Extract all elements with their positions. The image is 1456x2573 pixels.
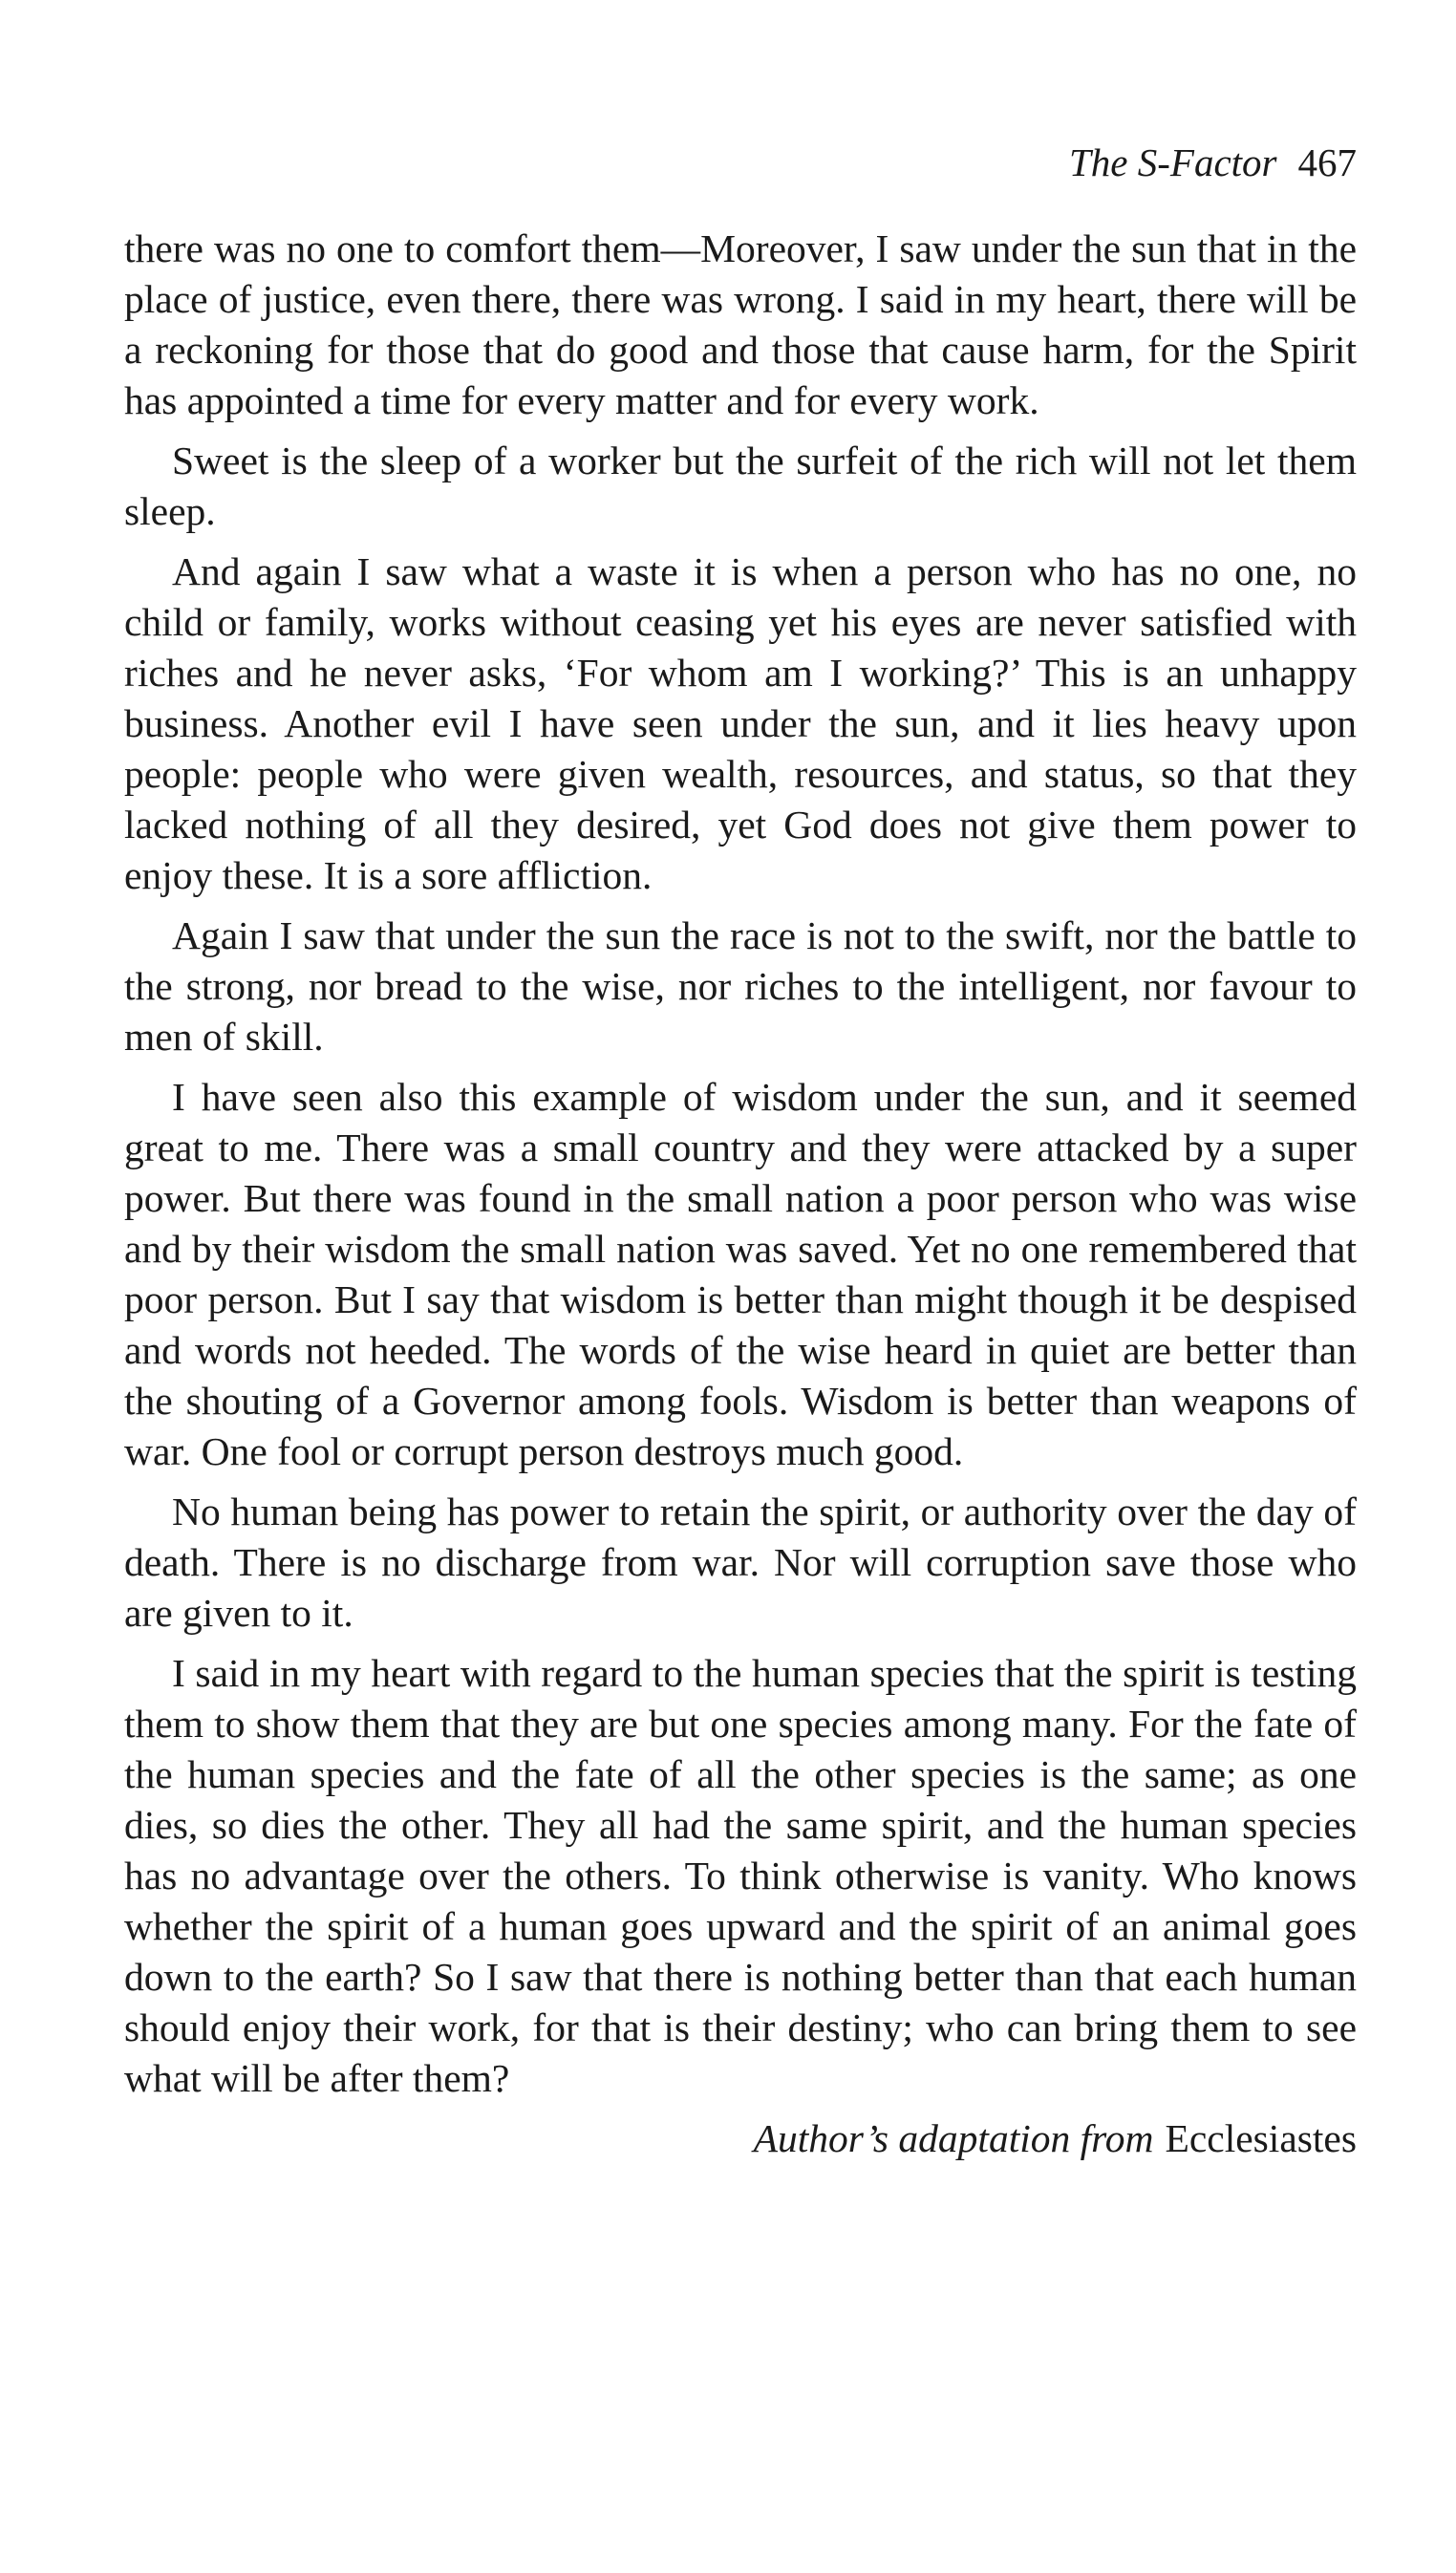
running-head xyxy=(124,134,1357,191)
paragraph: there was no one to comfort them—Moreover, I saw under the sun that in the place of justice, even there, there was wrong. I said in my heart, there will be a reckoning for those that do good and those that cause harm, for the Spirit has appointed a time for every matter and for every work. xyxy=(124,226,1357,422)
paragraph: I have seen also this example of wisdom under the sun, and it seemed great to me. There was a small country and they were attacked by a super power. But there was found in the small nation a poor person who was wise and by their wisdom the small nation was saved. Yet no one remembered that poor person. But I say that wisdom is better than might though it be despised and words not heeded. The words of the wise heard in quiet are better than the shouting of a Governor among fools. Wisdom is better than weapons of war. One fool or corrupt person destroys much good. xyxy=(124,1075,1357,1473)
paragraph: Again I saw that under the sun the race is not to the swift, nor the battle to the strong, nor bread to the wise, nor riches to the intelligent, nor favour to men of skill. xyxy=(124,913,1357,1059)
paragraph: No human being has power to retain the spirit, or authority over the day of death. There is no discharge from war. Nor will corruption save those who are given to it. xyxy=(124,1490,1357,1635)
attribution xyxy=(124,2113,1357,2164)
body-text xyxy=(124,224,1357,2104)
paragraph: And again I saw what a waste it is when a person who has no one, no child or family, works without ceasing yet his eyes are never satisfied with riches and he never asks, ‘For whom am I working?’ This is an unhappy business. Another evil I have seen under the sun, and it lies heavy upon people: people who were given wealth, resources, and status, so that they lacked nothing of all they desired, yet God does not give them power to enjoy these. It is a sore affliction. xyxy=(124,549,1357,897)
attribution-lead: Author’s adaptation from xyxy=(753,2116,1154,2160)
running-title: The S-Factor xyxy=(1069,140,1277,184)
book-page xyxy=(124,134,1357,2164)
attribution-source: Ecclesiastes xyxy=(1165,2116,1357,2160)
paragraph: Sweet is the sleep of a worker but the surfeit of the rich will not let them sleep. xyxy=(124,439,1357,533)
page-number: 467 xyxy=(1297,140,1357,184)
paragraph: I said in my heart with regard to the human species that the spirit is testing them to show them that they are but one species among many. For the fate of the human species and the fate of all the other species is the same; as one dies, so dies the other. They all had the same spirit, and the human species has no advantage over the others. To think otherwise is vanity. Who knows whether the spirit of a human goes upward and the spirit of an animal goes down to the earth? So I saw that there is nothing better than that each human should enjoy their work, for that is their destiny; who can bring them to see what will be after them? xyxy=(124,1651,1357,2100)
